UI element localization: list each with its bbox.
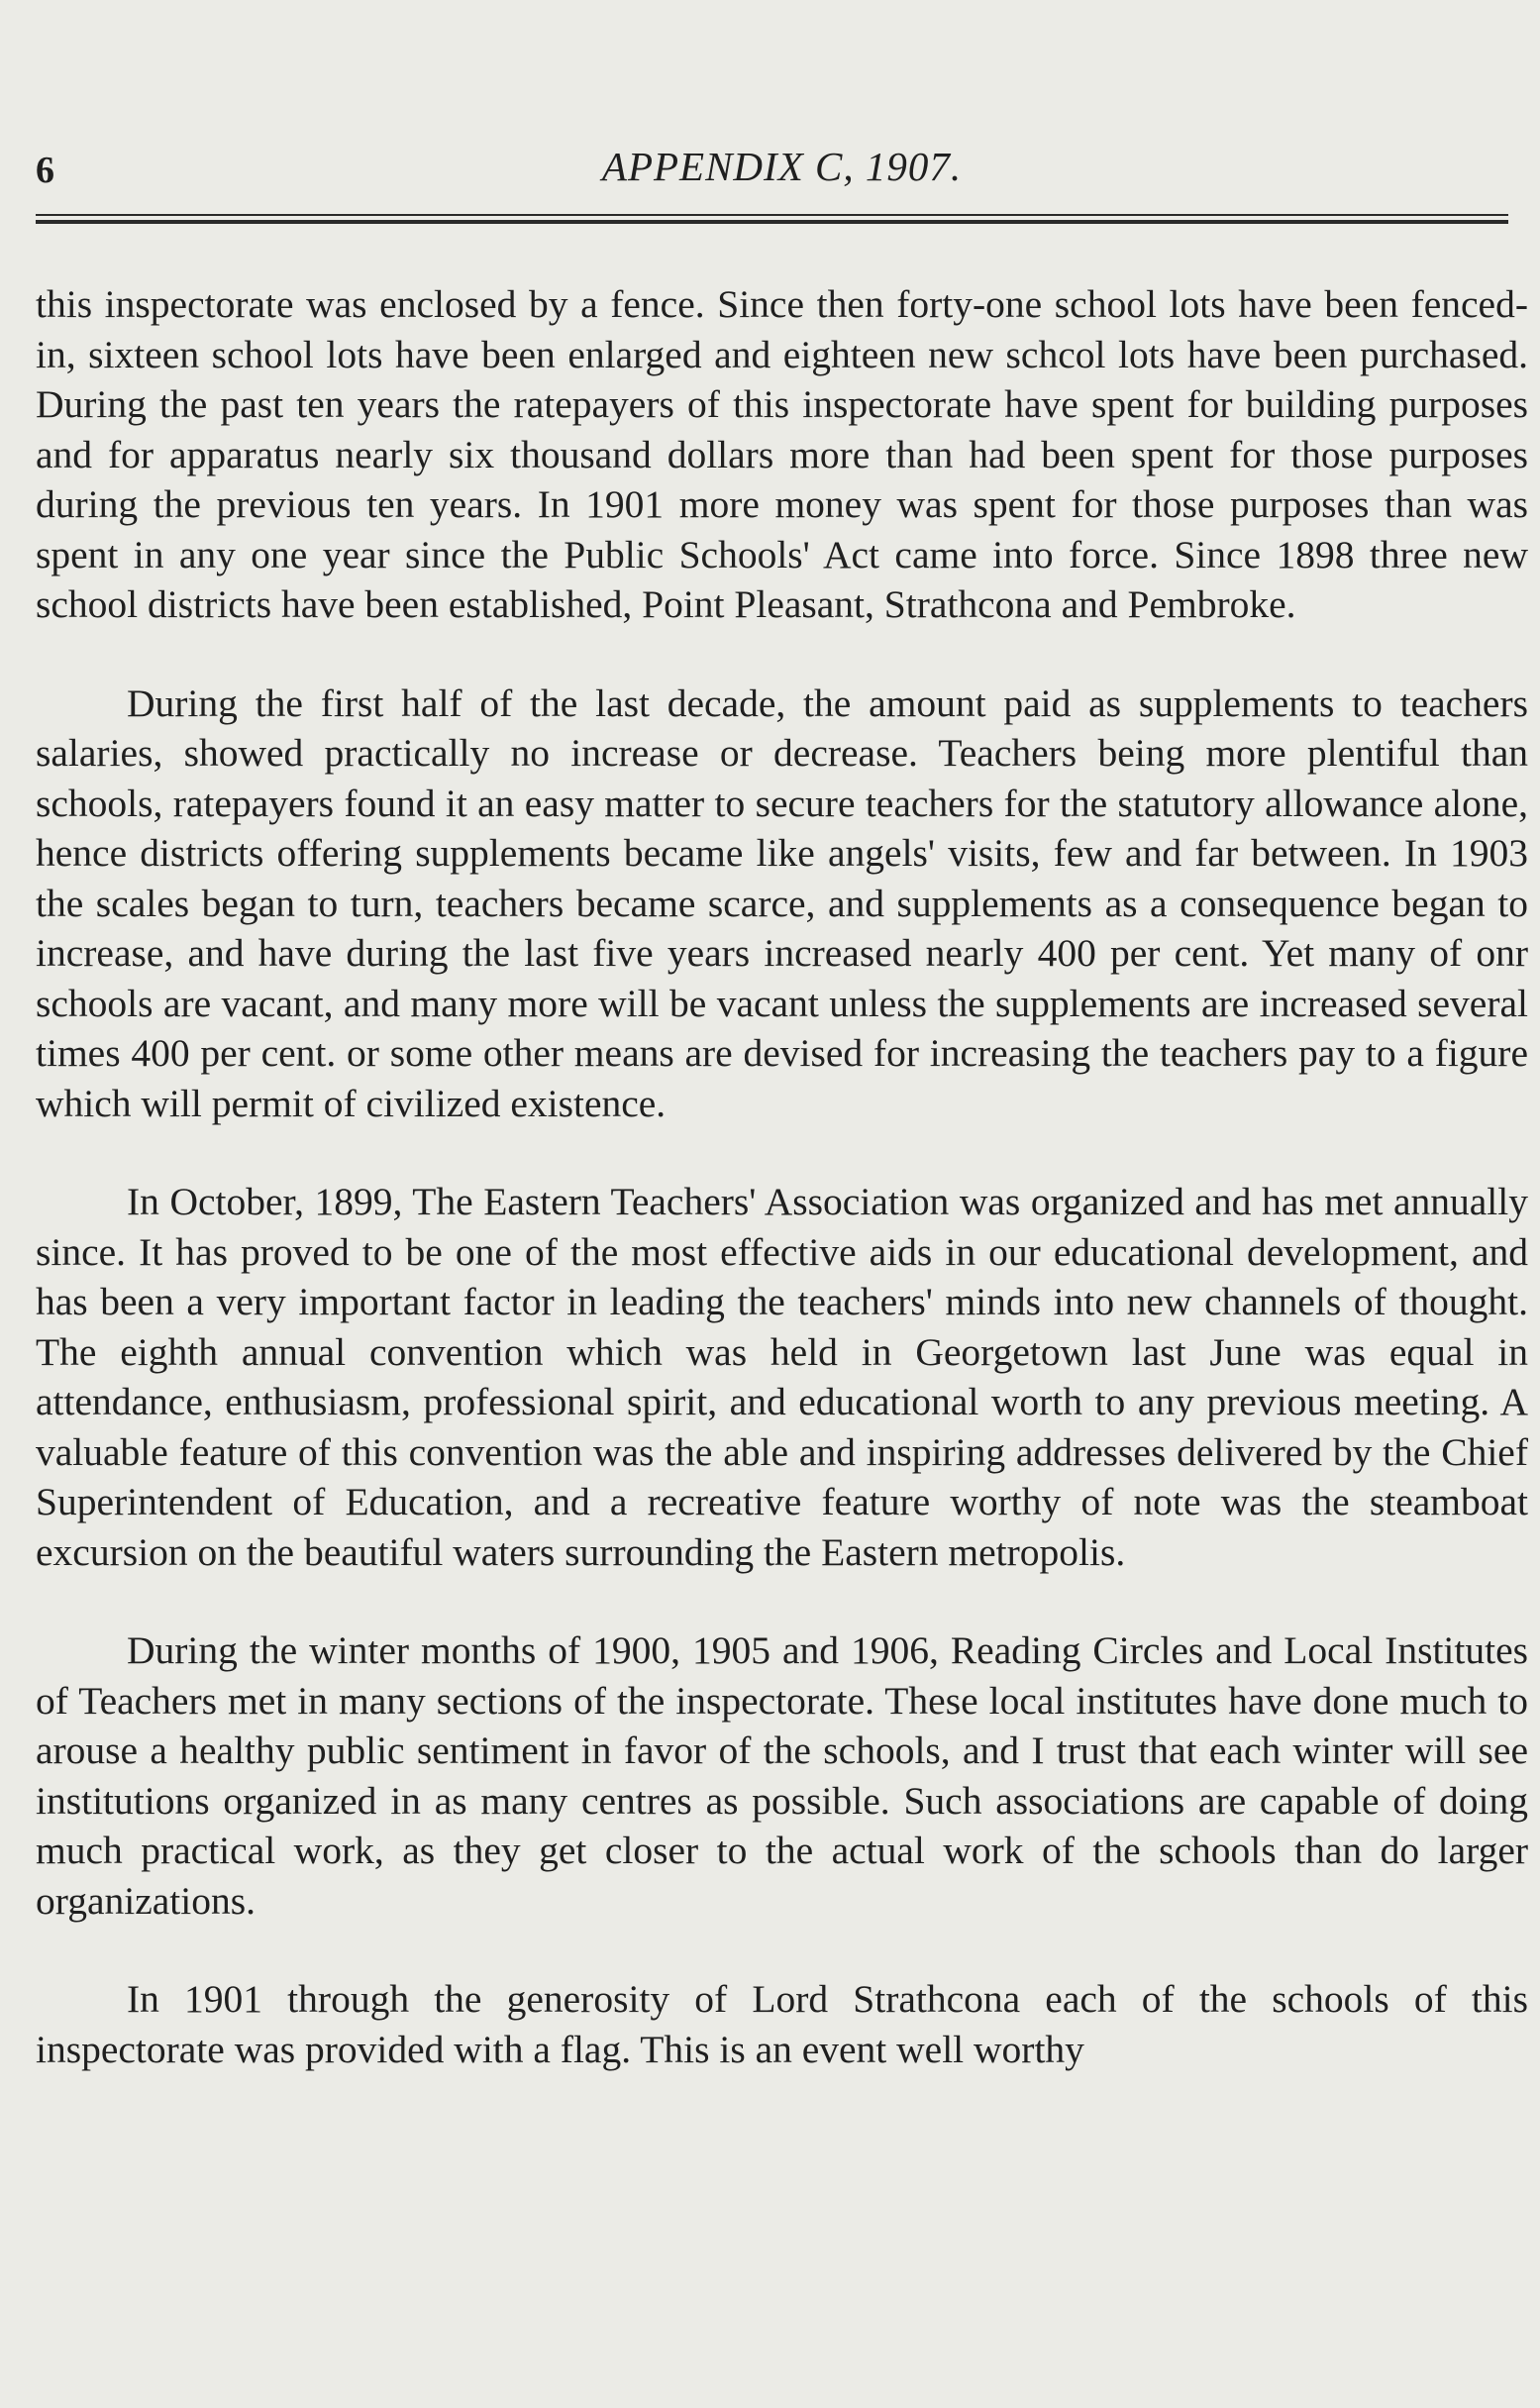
page-body xyxy=(36,208,1528,2074)
header-double-rule xyxy=(36,214,1508,224)
page-header xyxy=(36,0,1528,208)
paragraph-2: During the first half of the last decade, the amount paid as supplements to teachers salaries, showed practically no increase or decrease. Teachers being more plentiful than schools, ratepayers found it an easy matter to secure teachers for the statutory allowance alone, hence districts offering supplements became like angels' visits, few and far between. In 1903 the scales began to turn, teachers became scarce, and supplements as a consequence began to increase, and have during the last five years increased nearly 400 per cent. Yet many of onr schools are vacant, and many more will be vacant unless the supplements are increased several times 400 per cent. or some other means are devised for increasing the teachers pay to a figure which will permit of civilized existence. xyxy=(36,681,1528,1125)
paragraph-5: In 1901 through the generosity of Lord Strathcona each of the schools of this inspectorate was provided with a flag. This is an event well worthy xyxy=(36,1977,1528,2071)
page-number: 6 xyxy=(36,150,54,191)
paragraph-1: this inspectorate was enclosed by a fence. Since then forty-one school lots have been fenced-in, sixteen school lots have been enlarged and eighteen new schcol lots have been purchased. During the past ten years the ratepayers of this inspectorate have spent for building purposes and for apparatus nearly six thousand dollars more than had been spent for those purposes during the previous ten years. In 1901 more money was spent for those purposes than was spent in any one year since the Public Schools' Act came into force. Since 1898 three new school districts have been established, Point Pleasant, Strathcona and Pembroke. xyxy=(36,282,1528,626)
paragraph-3: In October, 1899, The Eastern Teachers' Association was organized and has met annually since. It has proved to be one of the most effective aids in our educational development, and has been a very important factor in leading the teachers' minds into new channels of thought. The eighth annual convention which was held in Georgetown last June was equal in attendance, enthusiasm, professional spirit, and educational worth to any previous meeting. A valuable feature of this convention was the able and inspiring addresses delivered by the Chief Superintendent of Education, and a recreative feature worthy of note was the steamboat excursion on the beautiful waters surrounding the Eastern metropolis. xyxy=(36,1180,1528,1574)
paragraph-4: During the winter months of 1900, 1905 and 1906, Reading Circles and Local Institutes of Teachers met in many sections of the inspectorate. These local institutes have done much to arouse a healthy public sentiment in favor of the schools, and I trust that each winter will see institutions organized in as many centres as possible. Such associations are capable of doing much practical work, as they get closer to the actual work of the schools than do larger organizations. xyxy=(36,1628,1528,1923)
running-title: APPENDIX C, 1907. xyxy=(601,144,963,189)
